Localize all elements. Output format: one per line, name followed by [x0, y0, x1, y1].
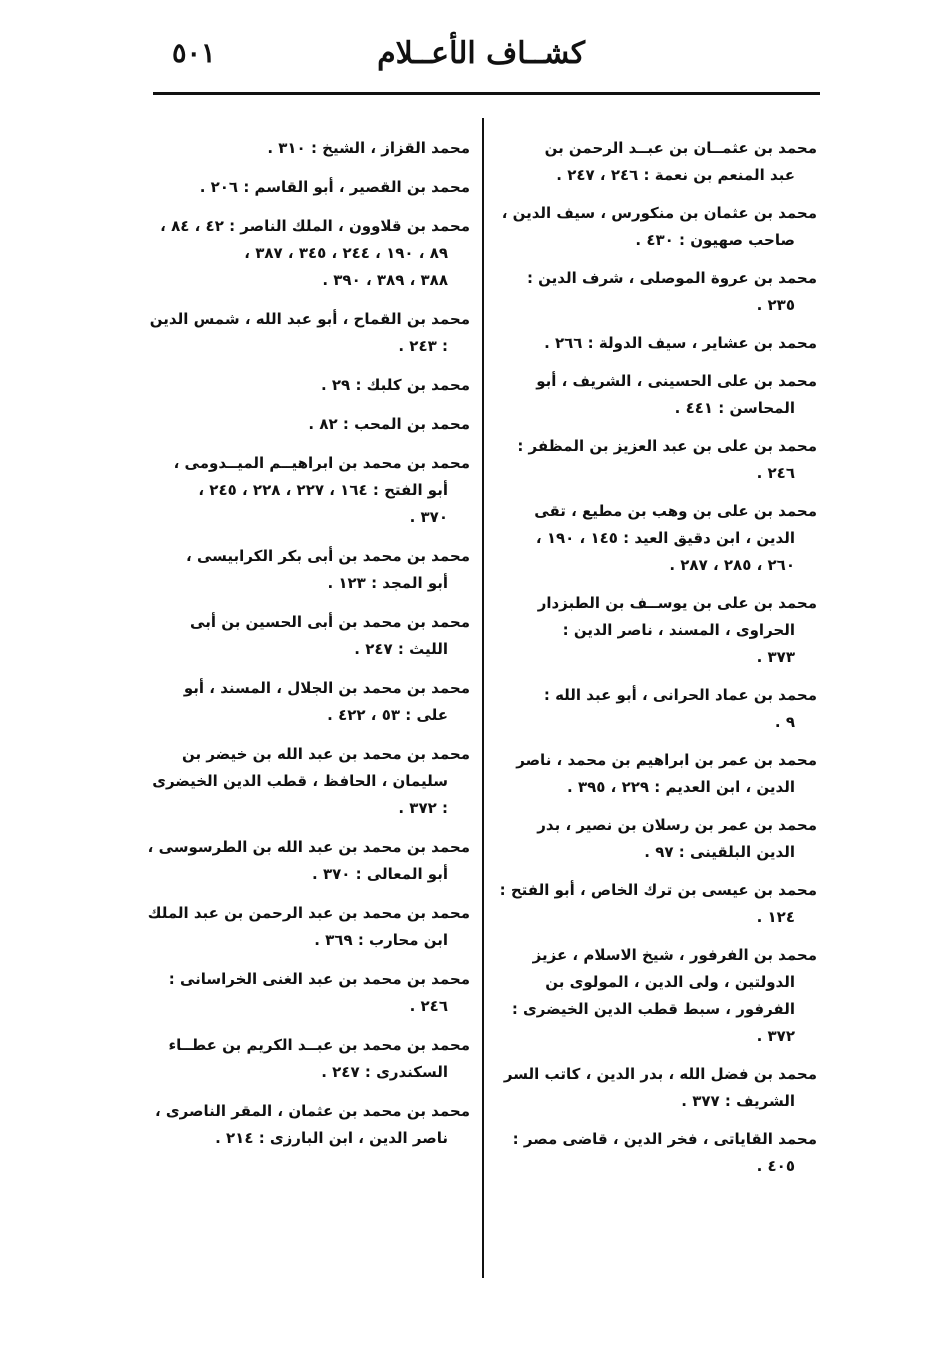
entry-continuation-line: الليث : ٢٤٧ .: [354, 640, 448, 658]
page-number: ٥٠١: [172, 38, 216, 69]
entry-continuation-line: : ٣٧٢ .: [398, 799, 448, 817]
index-entry: [145, 135, 470, 162]
index-column-right: [489, 135, 817, 1191]
entry-continuation-line: الدولتين ، ولى الدين ، المولوى بن: [545, 973, 795, 991]
entry-heading-line: محمد بن عروة الموصلى ، شرف الدين :: [526, 269, 817, 287]
entry-heading-line: محمد بن محمد بن عبد الله بن الطرسوسى ،: [147, 838, 470, 856]
index-entry: [145, 306, 470, 360]
entry-continuation-line: ٢٤٦ .: [756, 464, 795, 482]
entry-heading-line: محمد بن على بن يوســف بن الطبزدار: [537, 594, 817, 612]
index-entry: [145, 213, 470, 294]
entry-heading-line: محمد بن محمد بن عثمان ، المقر الناصرى ،: [155, 1102, 470, 1120]
entry-continuation-line: : ٢٤٣ .: [398, 337, 448, 355]
entry-continuation-line: الفرفور ، سبط قطب الدين الخيضرى :: [511, 1000, 795, 1018]
entry-heading-line: محمد بن المحب : ٨٢ .: [308, 415, 470, 433]
entry-continuation-line: ٣٧٢ .: [756, 1027, 795, 1045]
entry-continuation-line: صاحب صهيون : ٤٣٠ .: [635, 231, 795, 249]
index-entry: [145, 675, 470, 729]
index-entry: [489, 747, 817, 801]
entry-heading-line: محمد بن عثمان بن منكورس ، سيف الدين ،: [501, 204, 817, 222]
index-entry: [145, 174, 470, 201]
index-entry: [145, 900, 470, 954]
entry-continuation-line: ١٢٤ .: [756, 908, 795, 926]
index-entry: [489, 135, 817, 189]
entry-heading-line: محمد بن القماح ، أبو عبد الله ، شمس الدين: [149, 310, 470, 328]
entry-continuation-line: ٢٣٥ .: [756, 296, 795, 314]
index-entry: [489, 1126, 817, 1180]
entry-continuation-line: على : ٥٣ ، ٤٢٢ .: [327, 706, 448, 724]
index-entry: [489, 368, 817, 422]
entry-continuation-line: الدين ، ابن دقيق العيد : ١٤٥ ، ١٩٠ ،: [535, 529, 795, 547]
index-entry: [145, 834, 470, 888]
entry-continuation-line: سليمان ، الحافظ ، قطب الدين الخيضرى: [152, 772, 448, 790]
entry-heading-line: محمد بن عشاير ، سيف الدولة : ٢٦٦ .: [544, 334, 817, 352]
index-entry: [489, 1061, 817, 1115]
entry-continuation-line: ٣٨٨ ، ٣٨٩ ، ٣٩٠ .: [322, 271, 448, 289]
entry-continuation-line: أبو المعالى : ٣٧٠ .: [312, 865, 448, 883]
entry-continuation-line: ٢٦٠ ، ٢٨٥ ، ٢٨٧ .: [669, 556, 795, 574]
index-entry: [489, 812, 817, 866]
index-entry: [145, 1032, 470, 1086]
entry-heading-line: محمد بن محمد بن عبد الرحمن بن عبد الملك: [147, 904, 470, 922]
entry-heading-line: محمد بن على بن عبد العزيز بن المظفر :: [517, 437, 817, 455]
entry-continuation-line: عبد المنعم بن نعمة : ٢٤٦ ، ٢٤٧ .: [556, 166, 795, 184]
page-header: [150, 28, 820, 98]
index-entry: [489, 330, 817, 357]
entry-heading-line: محمد بن كلبك : ٢٩ .: [320, 376, 470, 394]
index-entry: [489, 877, 817, 931]
index-entry: [145, 609, 470, 663]
entry-continuation-line: ابن محارب : ٣٦٩ .: [314, 931, 448, 949]
entry-heading-line: محمد بن محمد بن أبى بكر الكرابيسى ،: [186, 547, 470, 565]
entry-continuation-line: الدين البلقينى : ٩٧ .: [644, 843, 795, 861]
index-entry: [145, 450, 470, 531]
index-entry: [489, 682, 817, 736]
index-entry: [145, 543, 470, 597]
entry-heading-line: محمد بن عمر بن ابراهيم بن محمد ، ناصر: [516, 751, 817, 769]
index-entry: [145, 741, 470, 822]
index-entry: [145, 372, 470, 399]
entry-continuation-line: ٨٩ ، ١٩٠ ، ٢٤٤ ، ٣٤٥ ، ٣٨٧ ،: [244, 244, 448, 262]
entry-continuation-line: السكندرى : ٢٤٧ .: [321, 1063, 448, 1081]
entry-heading-line: محمد بن قلاوون ، الملك الناصر : ٤٢ ، ٨٤ ،: [160, 217, 470, 235]
entry-continuation-line: ٣٧٣ .: [756, 648, 795, 666]
entry-continuation-line: ناصر الدين ، ابن البارزى : ٢١٤ .: [215, 1129, 448, 1147]
entry-heading-line: محمد بن الفرفور ، شيخ الاسلام ، عزيز: [532, 946, 817, 964]
index-entry: [489, 942, 817, 1050]
index-entry: [489, 590, 817, 671]
entry-heading-line: محمد بن فضل الله ، بدر الدين ، كاتب السر: [503, 1065, 817, 1083]
index-column-left: [145, 135, 470, 1164]
index-entry: [489, 433, 817, 487]
entry-heading-line: محمد بن على الحسينى ، الشريف ، أبو: [536, 372, 817, 390]
index-entry: [489, 200, 817, 254]
entry-heading-line: محمد بن على بن وهب بن مطيع ، تقى: [534, 502, 817, 520]
entry-heading-line: محمد بن محمد بن عبد الغنى الخراسانى :: [168, 970, 470, 988]
entry-heading-line: محمد بن محمد بن عبد الله بن خيضر بن: [181, 745, 470, 763]
index-entry: [489, 265, 817, 319]
entry-continuation-line: ٣٧٠ .: [409, 508, 448, 526]
index-entry: [145, 411, 470, 438]
index-entry: [145, 1098, 470, 1152]
entry-heading-line: محمد بن محمد بن أبى الحسين بن أبى: [190, 613, 470, 631]
entry-continuation-line: أبو المجد : ١٢٣ .: [327, 574, 448, 592]
entry-heading-line: محمد بن عيسى بن ترك الخاص ، أبو الفتح :: [499, 881, 817, 899]
entry-heading-line: محمد بن محمد بن الجلال ، المسند ، أبو: [183, 679, 470, 697]
entry-continuation-line: ٤٠٥ .: [756, 1157, 795, 1175]
index-entry: [489, 498, 817, 579]
entry-heading-line: محمد بن محمد بن ابراهيــم الميــدومى ،: [173, 454, 470, 472]
column-divider: [482, 118, 484, 1278]
entry-heading-line: محمد بن محمد بن عبــد الكريم بن عطــاء: [168, 1036, 470, 1054]
entry-heading-line: محمد بن القصير ، أبو القاسم : ٢٠٦ .: [199, 178, 470, 196]
entry-continuation-line: الشريف : ٣٧٧ .: [681, 1092, 795, 1110]
entry-continuation-line: الدين ، ابن العديم : ٢٢٩ ، ٣٩٥ .: [567, 778, 795, 796]
entry-heading-line: محمد القزاز ، الشيخ : ٣١٠ .: [267, 139, 470, 157]
header-rule: [153, 92, 820, 95]
running-title: كشــاف الأعــلام: [377, 36, 585, 71]
entry-continuation-line: ٩ .: [774, 713, 795, 731]
entry-continuation-line: الحراوى ، المسند ، ناصر الدين :: [562, 621, 795, 639]
entry-heading-line: محمد بن عمر بن رسلان بن نصير ، بدر: [537, 816, 817, 834]
entry-heading-line: محمد بن عثمــان بن عبــد الرحمن بن: [544, 139, 817, 157]
entry-heading-line: محمد القاياتى ، فخر الدين ، قاضى مصر :: [512, 1130, 817, 1148]
entry-continuation-line: ٢٤٦ .: [409, 997, 448, 1015]
entry-heading-line: محمد بن عماد الحرانى ، أبو عبد الله :: [543, 686, 817, 704]
entry-continuation-line: المحاسن : ٤٤١ .: [674, 399, 795, 417]
index-entry: [145, 966, 470, 1020]
entry-continuation-line: أبو الفتح : ١٦٤ ، ٢٢٧ ، ٢٢٨ ، ٢٤٥ ،: [198, 481, 448, 499]
